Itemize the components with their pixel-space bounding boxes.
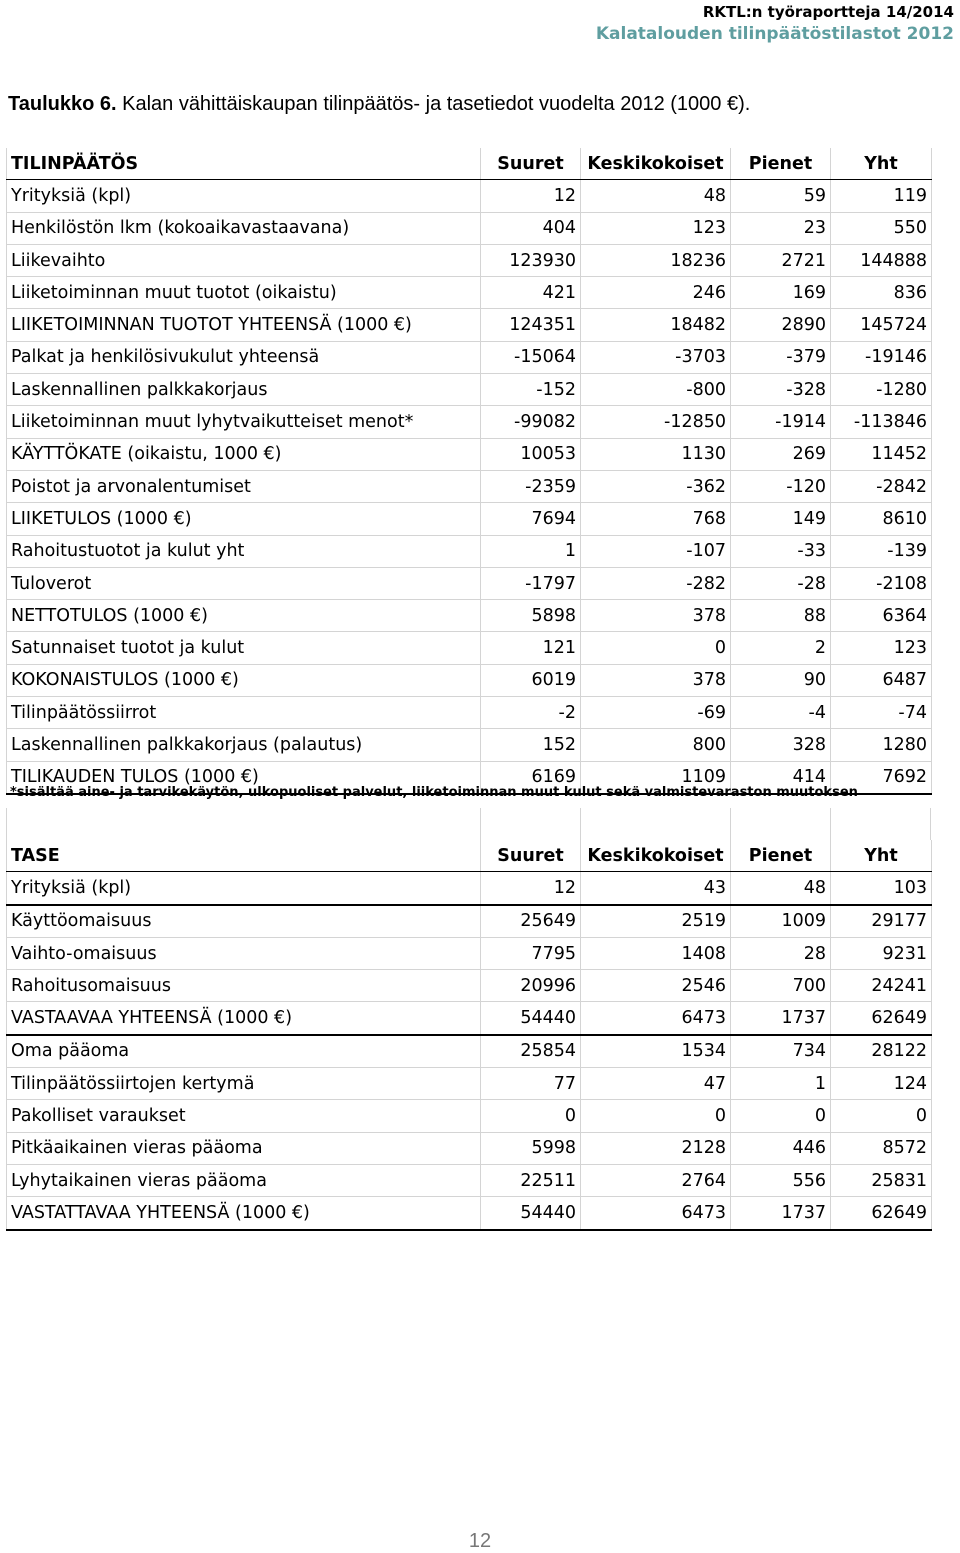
cell-value: 556 xyxy=(731,1164,831,1196)
cell-value: 145724 xyxy=(831,309,932,341)
table-row xyxy=(7,1100,932,1132)
table-row xyxy=(7,567,932,599)
cell-value: 7692 xyxy=(831,761,932,794)
cell-value: 11452 xyxy=(831,438,932,470)
income-column-header: Suuret xyxy=(481,148,581,180)
cell-value: 8572 xyxy=(831,1132,932,1164)
income-column-header: Yht xyxy=(831,148,932,180)
row-label: Pakolliset varaukset xyxy=(7,1100,481,1132)
table-row xyxy=(7,1035,932,1068)
cell-value: 8610 xyxy=(831,503,932,535)
row-label: LIIKETOIMINNAN TUOTOT YHTEENSÄ (1000 €) xyxy=(7,309,481,341)
row-label: Liikevaihto xyxy=(7,244,481,276)
cell-value: 246 xyxy=(581,277,731,309)
cell-value: 18236 xyxy=(581,244,731,276)
cell-value: 414 xyxy=(731,761,831,794)
row-label: Liiketoiminnan muut lyhytvaikutteiset menot* xyxy=(7,406,481,438)
cell-value: 2 xyxy=(731,632,831,664)
income-header-row xyxy=(7,148,932,180)
table-row xyxy=(7,1068,932,1100)
cell-value: 7694 xyxy=(481,503,581,535)
cell-value: -2108 xyxy=(831,567,932,599)
cell-value: 9231 xyxy=(831,937,932,969)
balance-column-header: Keskikokoiset xyxy=(581,840,731,872)
cell-value: -1797 xyxy=(481,567,581,599)
cell-value: 6473 xyxy=(581,1197,731,1230)
table-row xyxy=(7,406,932,438)
row-label: KOKONAISTULOS (1000 €) xyxy=(7,664,481,696)
cell-value: -2 xyxy=(481,697,581,729)
cell-value: 734 xyxy=(731,1035,831,1068)
cell-value: 12 xyxy=(481,872,581,905)
table-row xyxy=(7,664,932,696)
cell-value: 43 xyxy=(581,872,731,905)
balance-column-header: Pienet xyxy=(731,840,831,872)
table-row xyxy=(7,244,932,276)
cell-value: 378 xyxy=(581,664,731,696)
cell-value: 88 xyxy=(731,600,831,632)
cell-value: 28 xyxy=(731,937,831,969)
cell-value: 2128 xyxy=(581,1132,731,1164)
row-label: Lyhytaikainen vieras pääoma xyxy=(7,1164,481,1196)
table-row xyxy=(7,937,932,969)
row-label: Yrityksiä (kpl) xyxy=(7,180,481,212)
cell-value: 124 xyxy=(831,1068,932,1100)
table-row xyxy=(7,341,932,373)
balance-sheet-table xyxy=(6,840,932,1231)
cell-value: 25854 xyxy=(481,1035,581,1068)
table-row xyxy=(7,970,932,1002)
cell-value: 6169 xyxy=(481,761,581,794)
cell-value: 836 xyxy=(831,277,932,309)
table-row xyxy=(7,212,932,244)
cell-value: 768 xyxy=(581,503,731,535)
cell-value: 404 xyxy=(481,212,581,244)
cell-value: 0 xyxy=(581,1100,731,1132)
balance-table-body xyxy=(7,872,932,1230)
table-row xyxy=(7,600,932,632)
table-row xyxy=(7,729,932,761)
cell-value: 144888 xyxy=(831,244,932,276)
row-label: Tuloverot xyxy=(7,567,481,599)
row-label: Pitkäaikainen vieras pääoma xyxy=(7,1132,481,1164)
cell-value: 47 xyxy=(581,1068,731,1100)
cell-value: 2721 xyxy=(731,244,831,276)
cell-value: 6019 xyxy=(481,664,581,696)
cell-value: 328 xyxy=(731,729,831,761)
cell-value: 1130 xyxy=(581,438,731,470)
row-label: NETTOTULOS (1000 €) xyxy=(7,600,481,632)
row-label: VASTAAVAA YHTEENSÄ (1000 €) xyxy=(7,1002,481,1035)
cell-value: 1009 xyxy=(731,905,831,938)
row-label: Rahoitusomaisuus xyxy=(7,970,481,1002)
cell-value: 48 xyxy=(581,180,731,212)
balance-column-header: Suuret xyxy=(481,840,581,872)
income-column-header: TILINPÄÄTÖS xyxy=(7,148,481,180)
cell-value: 28122 xyxy=(831,1035,932,1068)
cell-value: 800 xyxy=(581,729,731,761)
table-row xyxy=(7,1197,932,1230)
cell-value: 1280 xyxy=(831,729,932,761)
table-row xyxy=(7,277,932,309)
cell-value: -28 xyxy=(731,567,831,599)
cell-value: 54440 xyxy=(481,1197,581,1230)
cell-value: 25649 xyxy=(481,905,581,938)
balance-column-header: Yht xyxy=(831,840,932,872)
cell-value: 169 xyxy=(731,277,831,309)
cell-value: 25831 xyxy=(831,1164,932,1196)
cell-value: 7795 xyxy=(481,937,581,969)
row-label: Rahoitustuotot ja kulut yht xyxy=(7,535,481,567)
cell-value: 1737 xyxy=(731,1197,831,1230)
cell-value: 20996 xyxy=(481,970,581,1002)
cell-value: 90 xyxy=(731,664,831,696)
cell-value: 119 xyxy=(831,180,932,212)
cell-value: -107 xyxy=(581,535,731,567)
cell-value: -282 xyxy=(581,567,731,599)
cell-value: 446 xyxy=(731,1132,831,1164)
cell-value: 149 xyxy=(731,503,831,535)
cell-value: 2519 xyxy=(581,905,731,938)
row-label: Tilinpäätössiirtojen kertymä xyxy=(7,1068,481,1100)
table-row xyxy=(7,180,932,212)
cell-value: -33 xyxy=(731,535,831,567)
cell-value: 24241 xyxy=(831,970,932,1002)
row-label: Vaihto-omaisuus xyxy=(7,937,481,969)
cell-value: 1109 xyxy=(581,761,731,794)
table-row xyxy=(7,1164,932,1196)
table-row xyxy=(7,374,932,406)
cell-value: -139 xyxy=(831,535,932,567)
balance-column-header: TASE xyxy=(7,840,481,872)
publication-title: Kalatalouden tilinpäätöstilastot 2012 xyxy=(595,24,954,44)
cell-value: 54440 xyxy=(481,1002,581,1035)
cell-value: 1534 xyxy=(581,1035,731,1068)
table-caption xyxy=(8,93,750,116)
row-label: Oma pääoma xyxy=(7,1035,481,1068)
cell-value: -1280 xyxy=(831,374,932,406)
row-label: Laskennallinen palkkakorjaus (palautus) xyxy=(7,729,481,761)
cell-value: 18482 xyxy=(581,309,731,341)
report-series-title: RKTL:n työraportteja 14/2014 xyxy=(702,3,954,21)
cell-value: 0 xyxy=(581,632,731,664)
table-row xyxy=(7,470,932,502)
row-label: VASTATTAVAA YHTEENSÄ (1000 €) xyxy=(7,1197,481,1230)
cell-value: 23 xyxy=(731,212,831,244)
cell-value: 123 xyxy=(581,212,731,244)
cell-value: 6487 xyxy=(831,664,932,696)
row-label: Käyttöomaisuus xyxy=(7,905,481,938)
row-label: Henkilöstön lkm (kokoaikavastaavana) xyxy=(7,212,481,244)
row-label: KÄYTTÖKATE (oikaistu, 1000 €) xyxy=(7,438,481,470)
cell-value: 378 xyxy=(581,600,731,632)
cell-value: 0 xyxy=(481,1100,581,1132)
row-label: LIIKETULOS (1000 €) xyxy=(7,503,481,535)
cell-value: 0 xyxy=(831,1100,932,1132)
cell-value: -3703 xyxy=(581,341,731,373)
table-row xyxy=(7,535,932,567)
cell-value: 5898 xyxy=(481,600,581,632)
cell-value: -74 xyxy=(831,697,932,729)
cell-value: -379 xyxy=(731,341,831,373)
cell-value: 121 xyxy=(481,632,581,664)
cell-value: -2842 xyxy=(831,470,932,502)
income-column-header: Keskikokoiset xyxy=(581,148,731,180)
row-label: Tilinpäätössiirrot xyxy=(7,697,481,729)
cell-value: 123930 xyxy=(481,244,581,276)
cell-value: 123 xyxy=(831,632,932,664)
cell-value: 1408 xyxy=(581,937,731,969)
cell-value: 269 xyxy=(731,438,831,470)
cell-value: 700 xyxy=(731,970,831,1002)
table-row xyxy=(7,632,932,664)
cell-value: -99082 xyxy=(481,406,581,438)
row-label: Palkat ja henkilösivukulut yhteensä xyxy=(7,341,481,373)
cell-value: 6364 xyxy=(831,600,932,632)
cell-value: 1737 xyxy=(731,1002,831,1035)
table-row xyxy=(7,1132,932,1164)
cell-value: 550 xyxy=(831,212,932,244)
cell-value: 48 xyxy=(731,872,831,905)
cell-value: -800 xyxy=(581,374,731,406)
cell-value: -1914 xyxy=(731,406,831,438)
cell-value: 62649 xyxy=(831,1197,932,1230)
cell-value: 124351 xyxy=(481,309,581,341)
table-row xyxy=(7,1002,932,1035)
row-label: TILIKAUDEN TULOS (1000 €) xyxy=(7,761,481,794)
cell-value: 2764 xyxy=(581,1164,731,1196)
cell-value: 22511 xyxy=(481,1164,581,1196)
cell-value: -113846 xyxy=(831,406,932,438)
cell-value: 62649 xyxy=(831,1002,932,1035)
table-row xyxy=(7,438,932,470)
table-row xyxy=(7,905,932,938)
table-row xyxy=(7,872,932,905)
cell-value: -4 xyxy=(731,697,831,729)
cell-value: 1 xyxy=(731,1068,831,1100)
balance-header-row xyxy=(7,840,932,872)
cell-value: -152 xyxy=(481,374,581,406)
cell-value: -120 xyxy=(731,470,831,502)
cell-value: 12 xyxy=(481,180,581,212)
income-table-body xyxy=(7,180,932,794)
table-row xyxy=(7,309,932,341)
cell-value: -19146 xyxy=(831,341,932,373)
row-label: Laskennallinen palkkakorjaus xyxy=(7,374,481,406)
page-number: 12 xyxy=(468,1530,492,1552)
cell-value: -362 xyxy=(581,470,731,502)
running-header xyxy=(596,2,954,46)
cell-value: 10053 xyxy=(481,438,581,470)
cell-value: 152 xyxy=(481,729,581,761)
cell-value: 2546 xyxy=(581,970,731,1002)
cell-value: 421 xyxy=(481,277,581,309)
cell-value: -15064 xyxy=(481,341,581,373)
table-spacer xyxy=(6,808,931,840)
cell-value: -69 xyxy=(581,697,731,729)
row-label: Poistot ja arvonalentumiset xyxy=(7,470,481,502)
income-column-header: Pienet xyxy=(731,148,831,180)
cell-value: 1 xyxy=(481,535,581,567)
cell-value: -328 xyxy=(731,374,831,406)
income-statement-table xyxy=(6,148,932,795)
caption-text: Kalan vähittäiskaupan tilinpäätös- ja tasetiedot vuodelta 2012 (1000 €). xyxy=(116,93,751,115)
cell-value: 77 xyxy=(481,1068,581,1100)
income-footnote: *sisältää aine- ja tarvikekäytön, ulkopuoliset palvelut, liiketoiminnan muut kulut sekä valmistevaraston muutoksen xyxy=(10,785,858,800)
cell-value: -12850 xyxy=(581,406,731,438)
table-row xyxy=(7,697,932,729)
caption-label: Taulukko 6. xyxy=(8,93,117,115)
row-label: Yrityksiä (kpl) xyxy=(7,872,481,905)
cell-value: 5998 xyxy=(481,1132,581,1164)
row-label: Satunnaiset tuotot ja kulut xyxy=(7,632,481,664)
cell-value: 29177 xyxy=(831,905,932,938)
cell-value: 103 xyxy=(831,872,932,905)
cell-value: 0 xyxy=(731,1100,831,1132)
cell-value: -2359 xyxy=(481,470,581,502)
cell-value: 6473 xyxy=(581,1002,731,1035)
table-row xyxy=(7,503,932,535)
row-label: Liiketoiminnan muut tuotot (oikaistu) xyxy=(7,277,481,309)
cell-value: 59 xyxy=(731,180,831,212)
cell-value: 2890 xyxy=(731,309,831,341)
